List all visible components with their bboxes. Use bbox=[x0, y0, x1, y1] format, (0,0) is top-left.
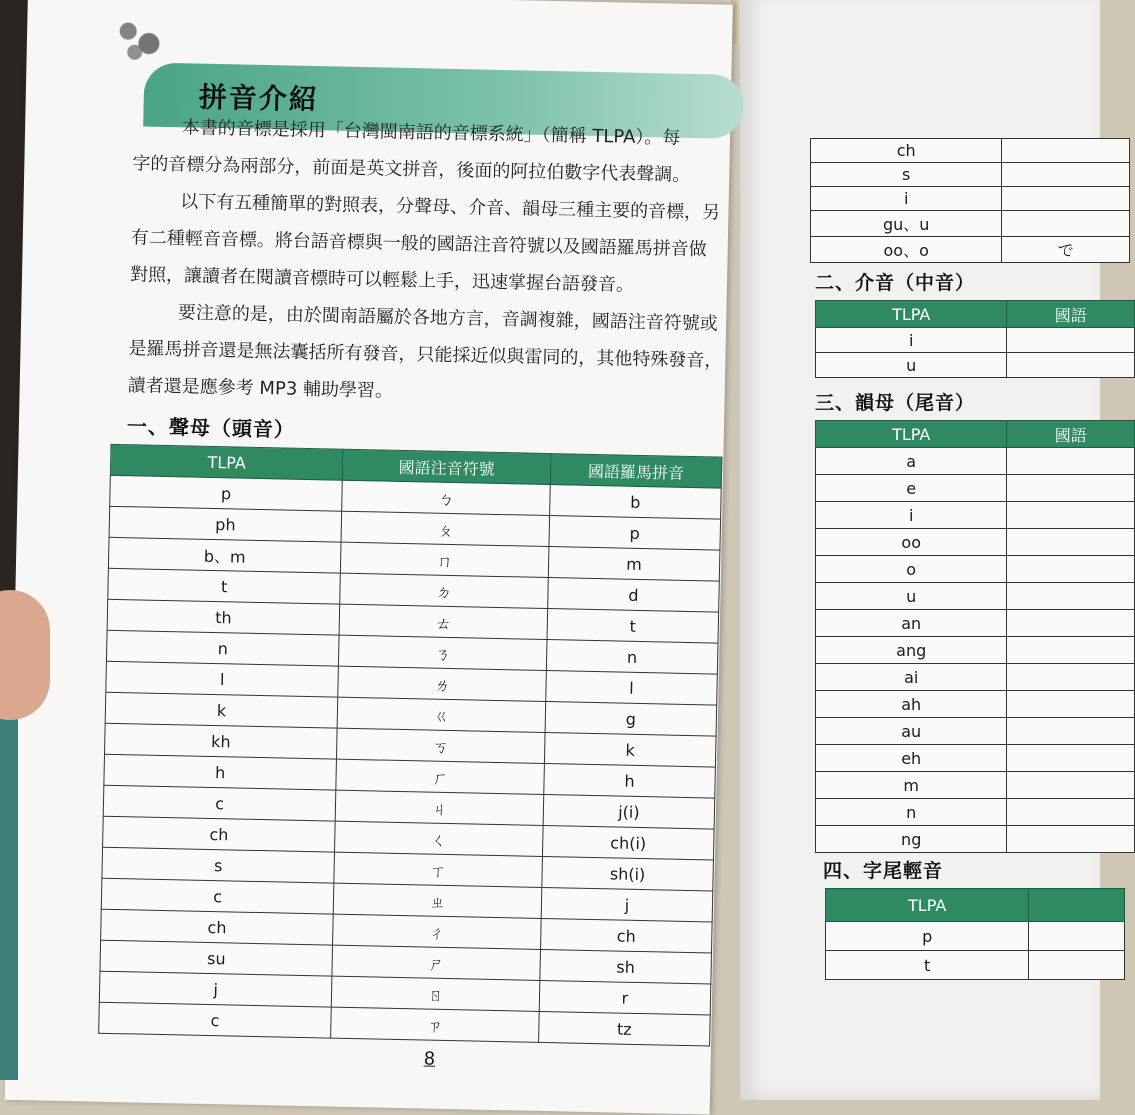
table-cell: k bbox=[105, 692, 338, 728]
table-cell: i bbox=[816, 502, 1007, 529]
table-header: 國語注音符號 bbox=[342, 449, 550, 484]
table-cell: ㄎ bbox=[337, 728, 545, 763]
table-cell: ㄅ bbox=[342, 480, 550, 515]
table-row bbox=[816, 502, 1135, 529]
table-cell: b bbox=[550, 485, 722, 520]
table-cell: j bbox=[541, 887, 713, 922]
table-cell: g bbox=[545, 701, 717, 736]
table-cell: a bbox=[816, 448, 1007, 475]
para3-line2: 是羅馬拼音還是無法囊括所有發音，只能採近似與雷同的，其他特殊發音， bbox=[128, 338, 723, 372]
table-cell bbox=[1007, 583, 1135, 610]
page-number: 8 bbox=[423, 1048, 436, 1070]
table-cell bbox=[1007, 772, 1135, 799]
table-row bbox=[816, 448, 1135, 475]
table-cell bbox=[1029, 951, 1125, 980]
table-cell: r bbox=[539, 980, 711, 1015]
table-header: TLPA bbox=[816, 421, 1007, 448]
table-cell: で bbox=[1002, 237, 1130, 263]
table-cell: m bbox=[548, 547, 720, 582]
table-header: 國語 bbox=[1007, 301, 1135, 328]
table-cell bbox=[1007, 448, 1135, 475]
table-cell: n bbox=[546, 640, 718, 675]
table-cell: n bbox=[816, 799, 1007, 826]
table-cell: ㄌ bbox=[338, 666, 546, 701]
table-row bbox=[816, 799, 1135, 826]
table-cell bbox=[1002, 139, 1130, 163]
table-cell: ng bbox=[816, 826, 1007, 853]
table-header: TLPA bbox=[816, 301, 1007, 328]
table-row bbox=[816, 826, 1135, 853]
table-cell: th bbox=[107, 599, 340, 635]
table-cell: ㄍ bbox=[337, 697, 545, 732]
table-cell: l bbox=[546, 671, 718, 706]
table-row bbox=[816, 637, 1135, 664]
table-cell bbox=[1007, 502, 1135, 529]
table-cell: b、m bbox=[108, 537, 341, 573]
table-cell: gu、u bbox=[811, 211, 1002, 237]
table-cell: c bbox=[99, 1002, 332, 1038]
table-cell: u bbox=[816, 353, 1007, 378]
table-cell: ch bbox=[811, 139, 1002, 163]
para2-line3: 對照，讓讀者在閱讀音標時可以輕鬆上手，迅速掌握台語發音。 bbox=[129, 264, 635, 296]
table-cell: ch bbox=[103, 816, 336, 852]
table-row bbox=[816, 691, 1135, 718]
table-cell bbox=[1007, 556, 1135, 583]
taiwan-map-icon bbox=[106, 7, 177, 68]
table-cell: ㄔ bbox=[333, 914, 541, 949]
table-cell: eh bbox=[816, 745, 1007, 772]
table-cell: c bbox=[101, 878, 334, 914]
table-cell: oo bbox=[816, 529, 1007, 556]
table-row bbox=[816, 475, 1135, 502]
table-cell: ㄒ bbox=[334, 852, 542, 887]
table-cell: e bbox=[816, 475, 1007, 502]
table-cell: ch(i) bbox=[542, 825, 714, 860]
section3-heading: 三、韻母（尾音） bbox=[815, 392, 976, 414]
table-cell: t bbox=[108, 568, 341, 604]
table-cell bbox=[1007, 799, 1135, 826]
table-cell: ang bbox=[816, 637, 1007, 664]
table-header: 國語羅馬拼音 bbox=[550, 454, 722, 489]
table-row bbox=[816, 353, 1135, 378]
table-cell: t bbox=[826, 951, 1029, 980]
table-row bbox=[811, 211, 1130, 237]
table-cell: p bbox=[549, 516, 721, 551]
table-cell: kh bbox=[105, 723, 338, 759]
table-cell bbox=[1002, 187, 1130, 211]
table-cell bbox=[1007, 718, 1135, 745]
table-cell: j(i) bbox=[543, 794, 715, 829]
table-cell: ㄏ bbox=[336, 759, 544, 794]
table-cell: s bbox=[102, 847, 335, 883]
right-top-table bbox=[810, 138, 1130, 263]
table-cell: ch bbox=[101, 909, 334, 945]
table-cell: ㄑ bbox=[335, 821, 543, 856]
intro-paragraph-2 bbox=[130, 182, 732, 306]
table-cell: ㄊ bbox=[339, 604, 547, 639]
table-cell: h bbox=[544, 763, 716, 798]
table-row bbox=[816, 328, 1135, 353]
table-cell: j bbox=[99, 971, 332, 1007]
table-cell: ㄐ bbox=[335, 790, 543, 825]
table-row bbox=[811, 237, 1130, 263]
table-header: TLPA bbox=[826, 889, 1029, 922]
section4-heading: 四、字尾輕音 bbox=[823, 860, 944, 882]
table-cell bbox=[1007, 664, 1135, 691]
table-cell: u bbox=[816, 583, 1007, 610]
table-row bbox=[816, 556, 1135, 583]
table-row bbox=[811, 139, 1130, 163]
table-cell bbox=[1007, 637, 1135, 664]
table-cell: i bbox=[816, 328, 1007, 353]
page-title: 拼音介紹 bbox=[198, 80, 320, 117]
section3-table bbox=[815, 420, 1135, 853]
table-cell: p bbox=[110, 475, 343, 511]
table-cell: oo、o bbox=[811, 237, 1002, 263]
table-cell bbox=[1007, 353, 1135, 378]
book-cover-edge bbox=[0, 700, 18, 1080]
table-cell: ㄕ bbox=[332, 945, 540, 980]
table-cell: l bbox=[106, 661, 339, 697]
table-cell bbox=[1007, 610, 1135, 637]
table-row bbox=[816, 610, 1135, 637]
table-cell: c bbox=[103, 785, 336, 821]
table-cell: d bbox=[548, 578, 720, 613]
table-row bbox=[816, 772, 1135, 799]
finger bbox=[0, 590, 50, 720]
table-cell bbox=[1007, 475, 1135, 502]
table-cell bbox=[1002, 163, 1130, 187]
left-page bbox=[5, 0, 733, 1115]
table-row bbox=[826, 951, 1125, 980]
table-cell bbox=[1007, 745, 1135, 772]
table-cell: ai bbox=[816, 664, 1007, 691]
section1-heading: 一、聲母（頭音） bbox=[126, 414, 296, 442]
table-cell: an bbox=[816, 610, 1007, 637]
table-cell: ㄗ bbox=[331, 1007, 539, 1042]
table-cell: au bbox=[816, 718, 1007, 745]
table-cell: p bbox=[826, 922, 1029, 951]
para2-line2: 有二種輕音音標。將台語音標與一般的國語注音符號以及國語羅馬拼音做 bbox=[130, 227, 707, 261]
table-cell: ph bbox=[109, 506, 342, 542]
right-page bbox=[740, 0, 1100, 1100]
table-cell: o bbox=[816, 556, 1007, 583]
intro-paragraph-1 bbox=[132, 108, 733, 195]
table-row bbox=[816, 664, 1135, 691]
table-cell: ㄉ bbox=[340, 573, 548, 608]
table-cell: ㄇ bbox=[341, 542, 549, 577]
section4-table bbox=[825, 888, 1125, 980]
table-cell: sh bbox=[540, 949, 712, 984]
para2-line1: 以下有五種簡單的對照表，分聲母、介音、韻母三種主要的音標，另 bbox=[179, 191, 721, 224]
table-cell bbox=[1007, 529, 1135, 556]
para3-line1: 要注意的是，由於閩南語屬於各地方言，音調複雜，國語注音符號或 bbox=[177, 302, 718, 335]
table-row bbox=[826, 922, 1125, 951]
para3-line3: 讀者還是應參考 MP3 輔助學習。 bbox=[127, 375, 394, 402]
section2-heading: 二、介音（中音） bbox=[815, 272, 976, 294]
intro-paragraph-3 bbox=[127, 293, 729, 417]
table-row bbox=[811, 187, 1130, 211]
table-cell: s bbox=[811, 163, 1002, 187]
table-row bbox=[816, 529, 1135, 556]
table-cell: tz bbox=[538, 1011, 710, 1046]
table-cell: n bbox=[106, 630, 339, 666]
table-header bbox=[1029, 889, 1125, 922]
table-cell: i bbox=[811, 187, 1002, 211]
table-cell: ㄋ bbox=[339, 635, 547, 670]
para1-line1: 本書的音標是採用「台灣閩南語的音標系統」（簡稱 TLPA）。每 bbox=[181, 117, 681, 149]
table-cell: ch bbox=[540, 918, 712, 953]
table-cell: ㄖ bbox=[331, 976, 539, 1011]
table-cell bbox=[1029, 922, 1125, 951]
table-header: 國語 bbox=[1007, 421, 1135, 448]
table-cell: t bbox=[547, 609, 719, 644]
table-row bbox=[816, 745, 1135, 772]
table-header: TLPA bbox=[110, 444, 343, 480]
table-cell bbox=[1007, 691, 1135, 718]
table-row bbox=[816, 718, 1135, 745]
table-cell: ㄆ bbox=[341, 511, 549, 546]
section2-table bbox=[815, 300, 1135, 378]
table-cell: ㄓ bbox=[333, 883, 541, 918]
table-cell: ah bbox=[816, 691, 1007, 718]
table-row bbox=[811, 163, 1130, 187]
table-cell: sh(i) bbox=[542, 856, 714, 891]
initials-table bbox=[98, 444, 722, 1047]
table-cell: h bbox=[104, 754, 337, 790]
table-cell bbox=[1007, 826, 1135, 853]
table-cell bbox=[1007, 328, 1135, 353]
table-cell: m bbox=[816, 772, 1007, 799]
table-cell: k bbox=[544, 732, 716, 767]
table-cell: su bbox=[100, 940, 333, 976]
table-row bbox=[816, 583, 1135, 610]
para1-line2: 字的音標分為兩部分，前面是英文拼音，後面的阿拉伯數字代表聲調。 bbox=[132, 153, 691, 186]
table-cell bbox=[1002, 211, 1130, 237]
